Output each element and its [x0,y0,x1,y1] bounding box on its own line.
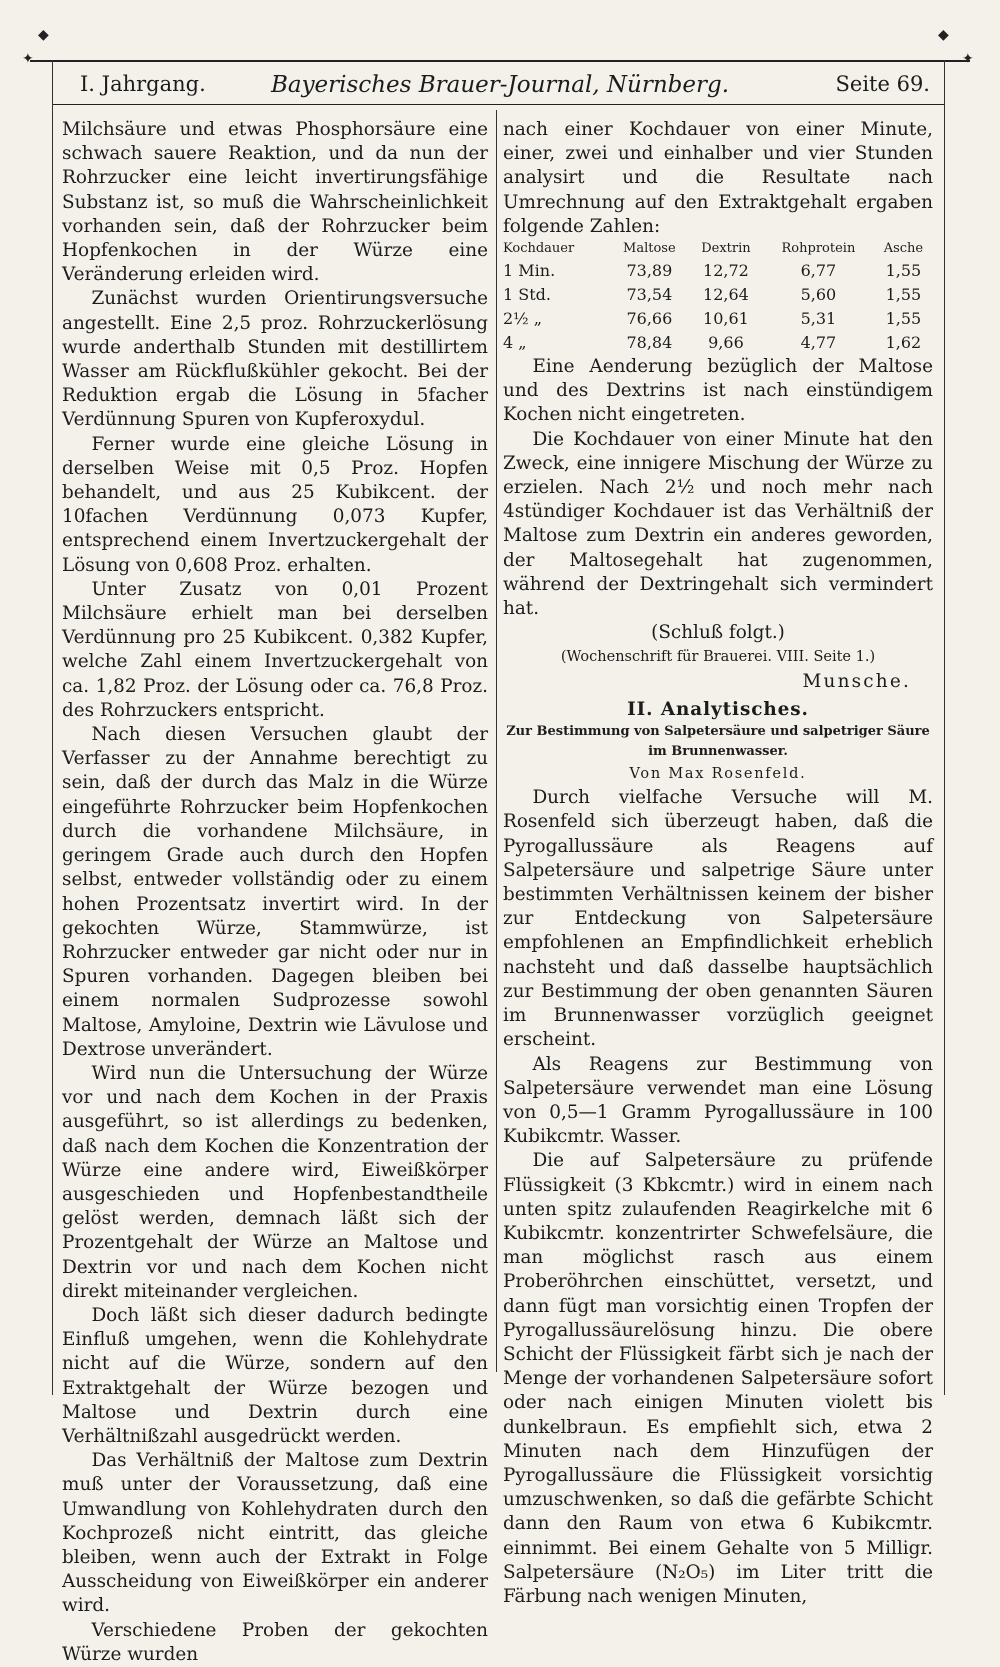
continuation-note: (Schluß folgt.) [651,622,785,644]
author-signature: Munsche. [802,670,911,692]
table-cell: 1,55 [885,261,922,281]
paragraph: Unter Zusatz von 0,01 Prozent Milchsäure erhielt man bei derselben Verdünnung pro 25 Kubikcent. 0,382 Kupfer, welche Zahl einem Invertzuckergehalt von ca. 1,82 Proz. der Lösung oder ca. 76,8 Proz. des Rohrzuckers entspricht. [62,578,488,721]
left-border-rule [52,60,53,1395]
table-cell: 12,64 [703,285,749,305]
table-row [503,331,933,355]
table-cell: 4 „ [503,333,527,353]
page-number: Seite 69. [835,72,930,96]
table-cell: 9,66 [708,333,744,353]
right-border-rule [944,60,945,1395]
column-divider-rule [496,110,497,1372]
table-cell: 1,62 [885,333,922,353]
table-cell: 78,84 [626,333,673,353]
table-header-cell: Rohprotein [781,241,856,257]
table-cell: 6,77 [800,261,837,281]
table-row [503,283,933,307]
corner-ornament-top-left-icon: ✦ [22,51,34,67]
header-bottom-rule [52,104,944,105]
table-cell: 4,77 [800,333,837,353]
paragraph: Als Reagens zur Bestimmung von Salpetersäure verwendet man eine Lösung von 0,5—1 Gramm Pyrogallussäure in 100 Kubikcmtr. Wasser. [503,1053,933,1148]
source-citation: (Wochenschrift für Brauerei. VIII. Seite 1.) [560,649,876,666]
volume-label: I. Jahrgang. [80,72,206,96]
running-header [60,72,940,102]
right-column [503,118,933,1609]
table-cell: 10,61 [703,309,749,329]
paragraph: Wird nun die Untersuchung der Würze vor und nach dem Kochen in der Praxis ausgeführt, so ist allerdings zu bedenken, daß nach dem Kochen die Konzentration der Würze eine andere wird, Eiweißkörper ausgeschieden und Hopfenbestandtheile gelöst werden, demnach läßt sich der Prozentgehalt der Würze an Maltose und Dextrin vor und nach dem Kochen nicht direkt miteinander vergleichen. [62,1062,488,1302]
table-cell: 1 Std. [503,285,551,305]
table-header-cell: Maltose [623,241,676,257]
paragraph: Eine Aenderung bezüglich der Maltose und des Dextrins ist nach einstündigem Kochen nicht eingetreten. [503,356,933,426]
table-cell: 1,55 [885,285,922,305]
corner-ornament-top-right-icon: ✦ [962,51,974,67]
table-cell: 12,72 [703,261,749,281]
table-header-row [503,239,933,259]
results-table [503,239,933,355]
table-header-cell: Dextrin [701,241,751,257]
paragraph: Milchsäure und etwas Phosphorsäure eine schwach sauere Reaktion, und da nun der Rohrzucker eine leicht invertirungsfähige Substanz ist, so muß die Wahrscheinlichkeit vorhanden sein, daß der Rohrzucker beim Hopfenkochen in der Würze eine Veränderung erleiden wird. [62,119,488,286]
article-title: Zur Bestimmung von Salpetersäure und salpetriger Säure im Brunnenwasser. [506,724,930,760]
paragraph: Nach diesen Versuchen glaubt der Verfasser zu der Annahme berechtigt zu sein, daß der durch das Malz in die Würze eingeführte Rohrzucker beim Hopfenkochen durch die vorhandene Milchsäure, in geringem Grade auch durch den Hopfen selbst, entweder vollständig oder zu einem hohen Prozentsatz invertirt wird. In der gekochten Würze, Stammwürze, ist Rohrzucker entweder gar nicht oder nur in Spuren vorhanden. Dagegen bleiben bei einem normalen Sudprozesse sowohl Maltose, Amyloine, Dextrin wie Lävulose und Dextrose unverändert. [62,724,488,1060]
paragraph: Die auf Salpetersäure zu prüfende Flüssigkeit (3 Kbkcmtr.) wird in einem nach unten spitz zulaufenden Reagirkelche mit 6 Kubikcmtr. konzentrirter Schwefelsäure, die man möglichst rasch aus einem Proberöhrchen einschüttet, versetzt, und dann fügt man vorsichtig einen Tropfen der Pyrogallussäurelösung hinzu. Die obere Schicht der Flüssigkeit färbt sich je nach der Menge der vorhandenen Salpetersäure sofort oder nach einigen Minuten violett bis dunkelbraun. Es empfiehlt sich, etwa 2 Minuten nach dem Hinzufügen der Pyrogallussäure die Flüssigkeit vorsichtig umzuschwenken, so daß die gefärbte Schicht dann den Raum von etwa 6 Kubikcmtr. einnimmt. Bei einem Gehalte von 5 Milligr. Salpetersäure (N₂O₅) im Liter tritt die Färbung nach wenigen Minuten, [503,1150,933,1607]
paragraph: Zunächst wurden Orientirungsversuche angestellt. Eine 2,5 proz. Rohrzuckerlösung wurde anderthalb Stunden mit destillirtem Wasser am Rückflußkühler gekocht. Bei der Reduktion ergab die Lösung in 5facher Verdünnung Spuren von Kupferoxydul. [62,288,488,431]
paragraph: Verschiedene Proben der gekochten Würze wurden [62,1619,488,1665]
left-column [62,118,488,1667]
table-cell: 1 Min. [503,261,556,281]
table-row [503,259,933,283]
paragraph: Durch vielfache Versuche will M. Rosenfeld sich überzeugt haben, daß die Pyrogallussäure als Reagens auf Salpetersäure und salpetrige Säure unter bestimmten Verhältnissen keinem der bisher zur Entdeckung von Salpetersäure empfohlenen an Empfindlichkeit erheblich nachsteht und daß dasselbe hauptsächlich zur Bestimmung der oben genannten Säuren im Brunnenwasser vorzüglich geeignet erscheint. [503,787,933,1051]
table-cell: 76,66 [626,309,673,329]
table-cell: 5,60 [800,285,837,305]
table-cell: 2½ „ [503,309,543,329]
paragraph: Die Kochdauer von einer Minute hat den Zweck, eine innigere Mischung der Würze zu erzielen. Nach 2½ und noch mehr nach 4stündiger Kochdauer ist das Verhältniß der Maltose zum Dextrin ein anderes geworden, der Maltosegehalt hat zugenommen, während der Dextringehalt sich vermindert hat. [503,428,933,620]
paragraph: Das Verhältniß der Maltose zum Dextrin muß unter der Voraussetzung, daß eine Umwandlung von Kohlehydraten durch den Kochprozeß nicht eintritt, das gleiche bleiben, wenn auch der Extrakt in Folge Ausscheidung von Eiweißkörper ein anderer wird. [62,1450,488,1617]
table-header-cell: Asche [883,241,924,257]
paragraph: Doch läßt sich dieser dadurch bedingte Einfluß umgehen, wenn die Kohlehydrate nicht auf die Würze, sondern auf den Extraktgehalt der Würze bezogen und Maltose und Dextrin durch eine Verhältnißzahl ausgedrückt werden. [62,1304,488,1447]
table-cell: 73,89 [626,261,673,281]
top-border-rule [30,60,970,62]
paragraph: nach einer Kochdauer von einer Minute, einer, zwei und einhalber und vier Stunden analysirt und die Resultate nach Umrechnung auf den Extraktgehalt ergaben folgende Zahlen: [503,119,933,237]
article-byline: Von Max Rosenfeld. [629,766,807,783]
table-cell: 1,55 [885,309,922,329]
table-row [503,307,933,331]
table-cell: 73,54 [626,285,673,305]
journal-title: Bayerisches Brauer-Journal, Nürnberg. [270,72,730,98]
section-title: II. Analytisches. [627,698,809,720]
paragraph: Ferner wurde eine gleiche Lösung in derselben Weise mit 0,5 Proz. Hopfen behandelt, und aus 25 Kubikcent. der 10fachen Verdünnung 0,073 Kupfer, entsprechend einem Invertzuckergehalt der Lösung von 0,608 Proz. erhalten. [62,433,488,576]
corner-ornament-left-icon: ◆ [38,27,49,43]
table-cell: 5,31 [800,309,837,329]
corner-ornament-right-icon: ◆ [938,27,949,43]
table-header-cell: Kochdauer [503,241,575,257]
